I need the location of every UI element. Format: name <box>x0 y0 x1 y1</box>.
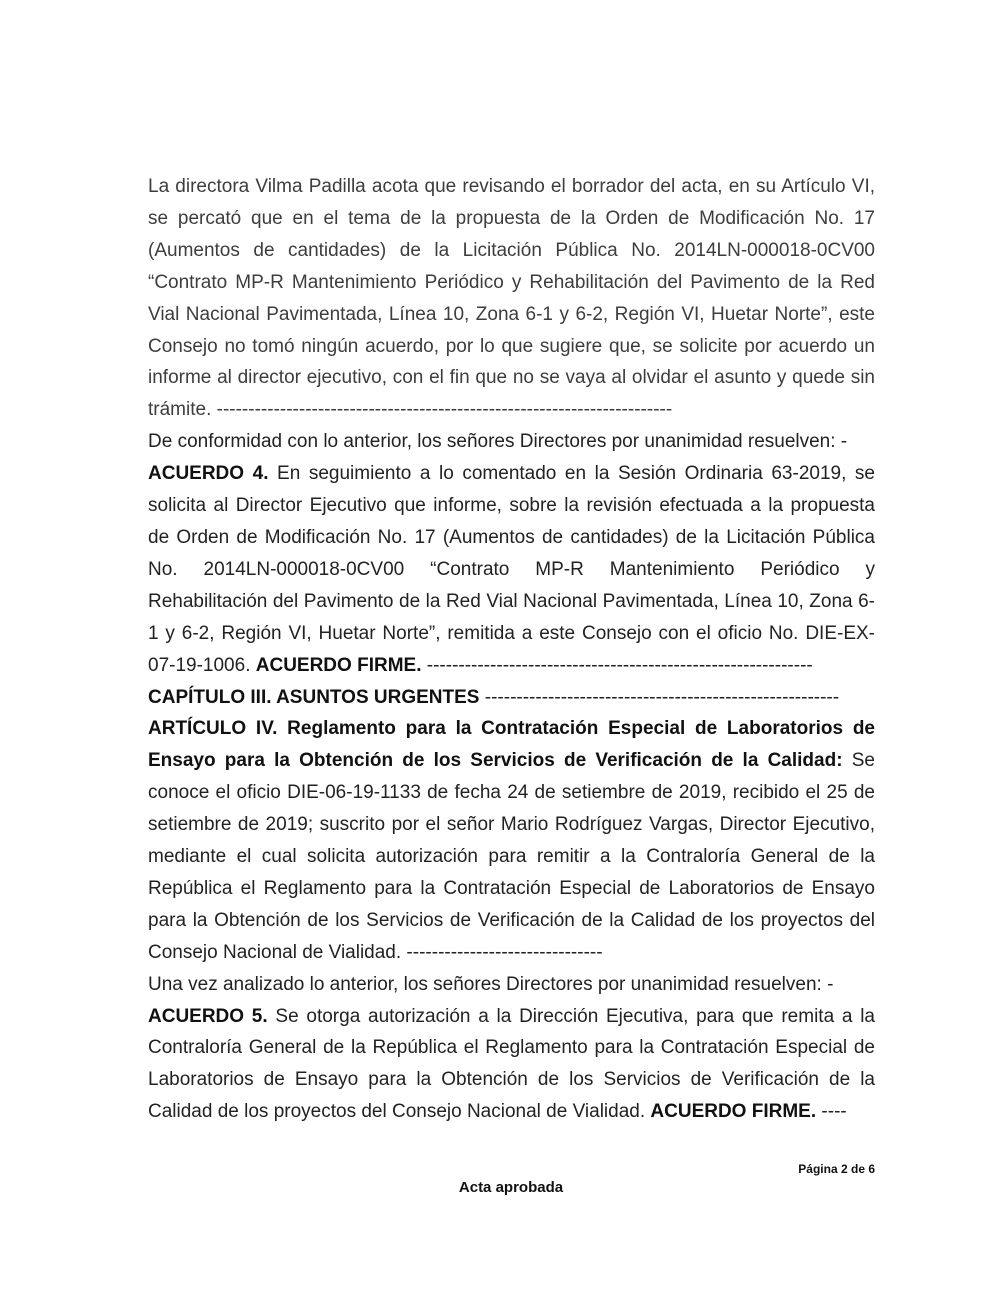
paragraph-resolution-intro-2 <box>148 969 875 1001</box>
chapter-heading <box>148 682 875 714</box>
acuerdo-4-firm-label: ACUERDO FIRME. <box>255 654 422 676</box>
acuerdo-5-label: ACUERDO 5. <box>148 1005 268 1027</box>
chapter-heading-text: CAPÍTULO III. ASUNTOS URGENTES <box>148 686 480 708</box>
document-body <box>148 171 875 1128</box>
acuerdo-4-dashes: ------------------------------------------------------------- <box>421 654 813 676</box>
document-status: Acta aprobada <box>458 1179 564 1196</box>
paragraph-acuerdo-4 <box>148 458 875 681</box>
resolution-intro-text: De conformidad con lo anterior, los señores Directores por unanimidad resuelven: - <box>148 431 848 453</box>
acuerdo-5-dashes: ---- <box>816 1101 847 1123</box>
resolution-intro-2-text: Una vez analizado lo anterior, los señores Directores por unanimidad resuelven: - <box>148 973 834 995</box>
article-iv-text: Se conoce el oficio DIE-06-19-1133 de fecha 24 de setiembre de 2019, recibido el 25 de setiembre de 2019; suscrito por el señor Mario Rodríguez Vargas, Director Ejecutivo, mediante el cual solicita autorización para remitir a la Contraloría General de la República el Reglamento para la Contratación Especial de Laboratorios de Ensayo para la Obtención de los Servicios de Verificación de la Calidad de los proyectos del Consejo Nacional de Vialidad. ------------------------------- <box>148 750 875 963</box>
paragraph-observation <box>148 171 875 426</box>
acuerdo-5-firm-label: ACUERDO FIRME. <box>650 1101 817 1123</box>
page-number: Página 2 de 6 <box>798 1162 875 1176</box>
acuerdo-5-text: Se otorga autorización a la Dirección Ejecutiva, para que remita a la Contraloría General de la República el Reglamento para la Contratación Especial de Laboratorios de Ensayo para la Obtención de los Servicios de Verificación de la Calidad de los proyectos del Consejo Nacional de Vialidad. <box>148 1005 875 1123</box>
acuerdo-4-label: ACUERDO 4. <box>148 463 269 485</box>
article-iv-heading: ARTÍCULO IV. Reglamento para la Contratación Especial de Laboratorios de Ensayo para la Obtención de los Servicios de Verificación de la Calidad: <box>148 718 875 772</box>
acuerdo-4-text: En seguimiento a lo comentado en la Sesión Ordinaria 63-2019, se solicita al Director Ejecutivo que informe, sobre la revisión efectuada a la propuesta de Orden de Modificación No. 17 (Aumentos de cantidades) de la Licitación Pública No. 2014LN-000018-0CV00 “Contrato MP-R Mantenimiento Periódico y Rehabilitación del Pavimento de la Red Vial Nacional Pavimentada, Línea 10, Zona 6-1 y 6-2, Región VI, Huetar Norte”, remitida a este Consejo con el oficio No. DIE-EX-07-19-1006. <box>148 463 876 676</box>
observation-text: La directora Vilma Padilla acota que revisando el borrador del acta, en su Artículo VI, se percató que en el tema de la propuesta de la Orden de Modificación No. 17 (Aumentos de cantidades) de la Licitación Pública No. 2014LN-000018-0CV00 “Contrato MP-R Mantenimiento Periódico y Rehabilitación del Pavimento de la Red Vial Nacional Pavimentada, Línea 10, Zona 6-1 y 6-2, Región VI, Huetar Norte”, este Consejo no tomó ningún acuerdo, por lo que sugiere que, se solicite por acuerdo un informe al director ejecutivo, con el fin que no se vaya al olvidar el asunto y quede sin trámite. ------------------------------------------------------------------------ <box>148 176 875 421</box>
paragraph-article-iv <box>148 713 875 968</box>
paragraph-acuerdo-5 <box>148 1001 875 1129</box>
paragraph-resolution-intro <box>148 426 875 458</box>
chapter-heading-dashes: -------------------------------------------------------- <box>479 686 840 708</box>
